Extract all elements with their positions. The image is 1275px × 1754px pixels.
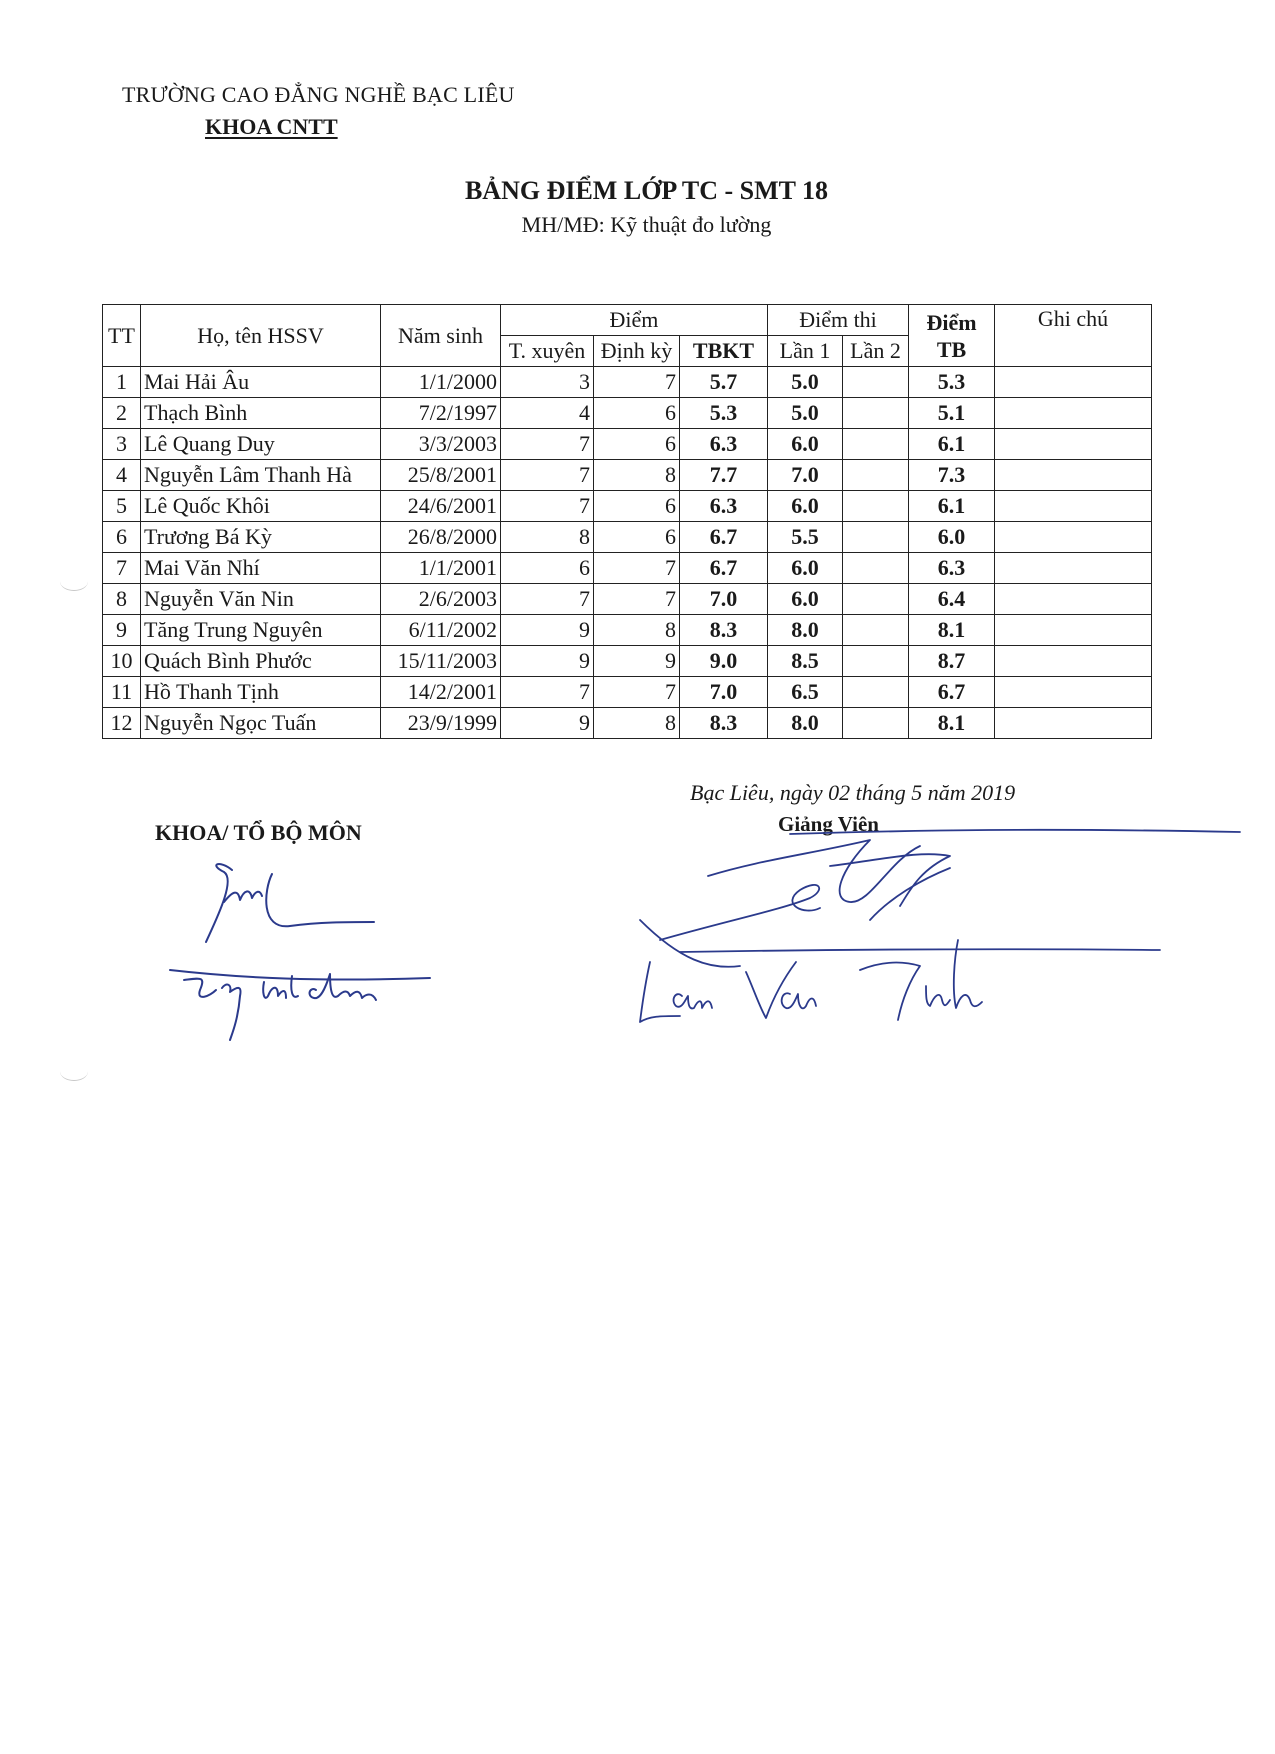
- table-row: [103, 460, 1152, 491]
- cell-tt: 11: [103, 677, 141, 708]
- cell-name: Tăng Trung Nguyên: [141, 615, 381, 646]
- cell-tt: 2: [103, 398, 141, 429]
- signing-date: Bạc Liêu, ngày 02 tháng 5 năm 2019: [690, 780, 1016, 805]
- cell-note: [995, 646, 1152, 677]
- cell-lan2: [843, 429, 909, 460]
- grade-rows: [103, 367, 1152, 739]
- cell-tbkt: 8.3: [680, 708, 768, 739]
- cell-tbkt: 6.7: [680, 522, 768, 553]
- cell-tb: 8.1: [909, 615, 995, 646]
- cell-dinhky: 8: [594, 615, 680, 646]
- cell-lan2: [843, 615, 909, 646]
- cell-note: [995, 367, 1152, 398]
- cell-tt: 9: [103, 615, 141, 646]
- cell-dob: 25/8/2001: [381, 460, 501, 491]
- cell-lan2: [843, 491, 909, 522]
- table-row: [103, 398, 1152, 429]
- cell-txuyen: 7: [501, 491, 594, 522]
- cell-txuyen: 7: [501, 429, 594, 460]
- subject-line: MH/MĐ: Kỹ thuật đo lường: [521, 212, 772, 237]
- table-row: [103, 522, 1152, 553]
- cell-note: [995, 429, 1152, 460]
- header-diemtb: [909, 305, 995, 367]
- cell-tt: 5: [103, 491, 141, 522]
- cell-lan1: 6.0: [768, 429, 843, 460]
- cell-tb: 5.1: [909, 398, 995, 429]
- cell-dob: 2/6/2003: [381, 584, 501, 615]
- cell-lan1: 8.0: [768, 615, 843, 646]
- department-signature: [160, 850, 450, 1050]
- cell-tt: 1: [103, 367, 141, 398]
- cell-txuyen: 9: [501, 615, 594, 646]
- cell-dinhky: 6: [594, 429, 680, 460]
- cell-txuyen: 7: [501, 584, 594, 615]
- cell-dob: 14/2/2001: [381, 677, 501, 708]
- cell-lan2: [843, 553, 909, 584]
- cell-tb: 6.3: [909, 553, 995, 584]
- header-txuyen: T. xuyên: [501, 336, 594, 367]
- header-name: Họ, tên HSSV: [141, 305, 381, 367]
- cell-tbkt: 6.7: [680, 553, 768, 584]
- cell-tbkt: 7.7: [680, 460, 768, 491]
- cell-tt: 12: [103, 708, 141, 739]
- cell-tb: 8.7: [909, 646, 995, 677]
- header-lan2: Lần 2: [843, 336, 909, 367]
- cell-tt: 10: [103, 646, 141, 677]
- table-row: [103, 491, 1152, 522]
- cell-tb: 7.3: [909, 460, 995, 491]
- cell-tb: 6.4: [909, 584, 995, 615]
- cell-txuyen: 8: [501, 522, 594, 553]
- cell-note: [995, 708, 1152, 739]
- cell-lan1: 8.5: [768, 646, 843, 677]
- cell-dinhky: 7: [594, 677, 680, 708]
- header-dinhky: Định kỳ: [594, 336, 680, 367]
- cell-tb: 5.3: [909, 367, 995, 398]
- department-signer-title: KHOA/ TỔ BỘ MÔN: [155, 820, 362, 845]
- cell-dob: 6/11/2002: [381, 615, 501, 646]
- cell-dob: 15/11/2003: [381, 646, 501, 677]
- cell-lan2: [843, 646, 909, 677]
- cell-lan1: 6.5: [768, 677, 843, 708]
- cell-lan1: 6.0: [768, 491, 843, 522]
- punch-hole-mark: [60, 1062, 88, 1081]
- cell-note: [995, 398, 1152, 429]
- cell-note: [995, 615, 1152, 646]
- cell-lan1: 7.0: [768, 460, 843, 491]
- header-dob: Năm sinh: [381, 305, 501, 367]
- cell-tbkt: 9.0: [680, 646, 768, 677]
- document-title: BẢNG ĐIỂM LỚP TC - SMT 18: [464, 176, 829, 205]
- header-tbkt: TBKT: [680, 336, 768, 367]
- cell-name: Mai Văn Nhí: [141, 553, 381, 584]
- cell-txuyen: 7: [501, 460, 594, 491]
- cell-name: Lê Quốc Khôi: [141, 491, 381, 522]
- cell-txuyen: 7: [501, 677, 594, 708]
- cell-name: Mai Hải Âu: [141, 367, 381, 398]
- cell-dinhky: 6: [594, 491, 680, 522]
- punch-hole-mark: [60, 572, 88, 591]
- cell-tt: 8: [103, 584, 141, 615]
- cell-dob: 1/1/2001: [381, 553, 501, 584]
- header-diemtb-line1: Điểm: [926, 309, 977, 335]
- table-row: [103, 708, 1152, 739]
- table-row: [103, 584, 1152, 615]
- header-lan1: Lần 1: [768, 336, 843, 367]
- cell-tbkt: 5.7: [680, 367, 768, 398]
- table-row: [103, 677, 1152, 708]
- cell-dob: 1/1/2000: [381, 367, 501, 398]
- cell-dinhky: 7: [594, 367, 680, 398]
- cell-name: Nguyễn Văn Nin: [141, 584, 381, 615]
- header-tt: TT: [103, 305, 141, 367]
- cell-tbkt: 5.3: [680, 398, 768, 429]
- department-name: KHOA CNTT: [205, 114, 338, 139]
- cell-name: Thạch Bình: [141, 398, 381, 429]
- cell-note: [995, 522, 1152, 553]
- cell-tt: 7: [103, 553, 141, 584]
- table-row: [103, 367, 1152, 398]
- header-diemthi: Điểm thi: [768, 305, 909, 336]
- cell-tbkt: 6.3: [680, 491, 768, 522]
- cell-dinhky: 7: [594, 553, 680, 584]
- cell-dinhky: 8: [594, 460, 680, 491]
- cell-lan1: 6.0: [768, 584, 843, 615]
- cell-tb: 6.1: [909, 491, 995, 522]
- table-row: [103, 646, 1152, 677]
- lecturer-signer-title: Giảng Viên: [778, 812, 879, 836]
- cell-dinhky: 6: [594, 398, 680, 429]
- cell-tb: 6.7: [909, 677, 995, 708]
- cell-lan1: 5.5: [768, 522, 843, 553]
- cell-dob: 3/3/2003: [381, 429, 501, 460]
- cell-dinhky: 9: [594, 646, 680, 677]
- table-row: [103, 429, 1152, 460]
- cell-name: Nguyễn Lâm Thanh Hà: [141, 460, 381, 491]
- cell-name: Lê Quang Duy: [141, 429, 381, 460]
- cell-name: Quách Bình Phước: [141, 646, 381, 677]
- cell-tbkt: 7.0: [680, 584, 768, 615]
- header-diemtb-line2: TB: [936, 336, 967, 362]
- grades-table: [102, 304, 1152, 739]
- lecturer-signature: [620, 820, 1260, 1050]
- cell-note: [995, 553, 1152, 584]
- cell-txuyen: 3: [501, 367, 594, 398]
- cell-tbkt: 7.0: [680, 677, 768, 708]
- cell-lan2: [843, 584, 909, 615]
- cell-dinhky: 6: [594, 522, 680, 553]
- cell-dinhky: 8: [594, 708, 680, 739]
- cell-lan1: 6.0: [768, 553, 843, 584]
- cell-note: [995, 491, 1152, 522]
- cell-dob: 24/6/2001: [381, 491, 501, 522]
- cell-tbkt: 8.3: [680, 615, 768, 646]
- cell-note: [995, 677, 1152, 708]
- cell-dob: 26/8/2000: [381, 522, 501, 553]
- cell-txuyen: 6: [501, 553, 594, 584]
- cell-txuyen: 9: [501, 646, 594, 677]
- cell-lan2: [843, 708, 909, 739]
- cell-lan1: 5.0: [768, 367, 843, 398]
- cell-name: Hồ Thanh Tịnh: [141, 677, 381, 708]
- cell-txuyen: 9: [501, 708, 594, 739]
- cell-tbkt: 6.3: [680, 429, 768, 460]
- cell-note: [995, 460, 1152, 491]
- cell-lan2: [843, 367, 909, 398]
- cell-dinhky: 7: [594, 584, 680, 615]
- cell-lan2: [843, 677, 909, 708]
- cell-tt: 4: [103, 460, 141, 491]
- header-ghichu: Ghi chú: [995, 305, 1152, 367]
- cell-name: Nguyễn Ngọc Tuấn: [141, 708, 381, 739]
- cell-tt: 3: [103, 429, 141, 460]
- school-name: TRƯỜNG CAO ĐẲNG NGHỀ BẠC LIÊU: [122, 82, 515, 107]
- cell-tt: 6: [103, 522, 141, 553]
- cell-note: [995, 584, 1152, 615]
- cell-tb: 6.1: [909, 429, 995, 460]
- cell-tb: 8.1: [909, 708, 995, 739]
- header-diem: Điểm: [501, 305, 768, 336]
- cell-lan2: [843, 460, 909, 491]
- cell-dob: 7/2/1997: [381, 398, 501, 429]
- cell-lan1: 8.0: [768, 708, 843, 739]
- cell-lan2: [843, 522, 909, 553]
- table-row: [103, 553, 1152, 584]
- table-row: [103, 615, 1152, 646]
- cell-txuyen: 4: [501, 398, 594, 429]
- cell-lan1: 5.0: [768, 398, 843, 429]
- cell-dob: 23/9/1999: [381, 708, 501, 739]
- cell-lan2: [843, 398, 909, 429]
- cell-tb: 6.0: [909, 522, 995, 553]
- cell-name: Trương Bá Kỳ: [141, 522, 381, 553]
